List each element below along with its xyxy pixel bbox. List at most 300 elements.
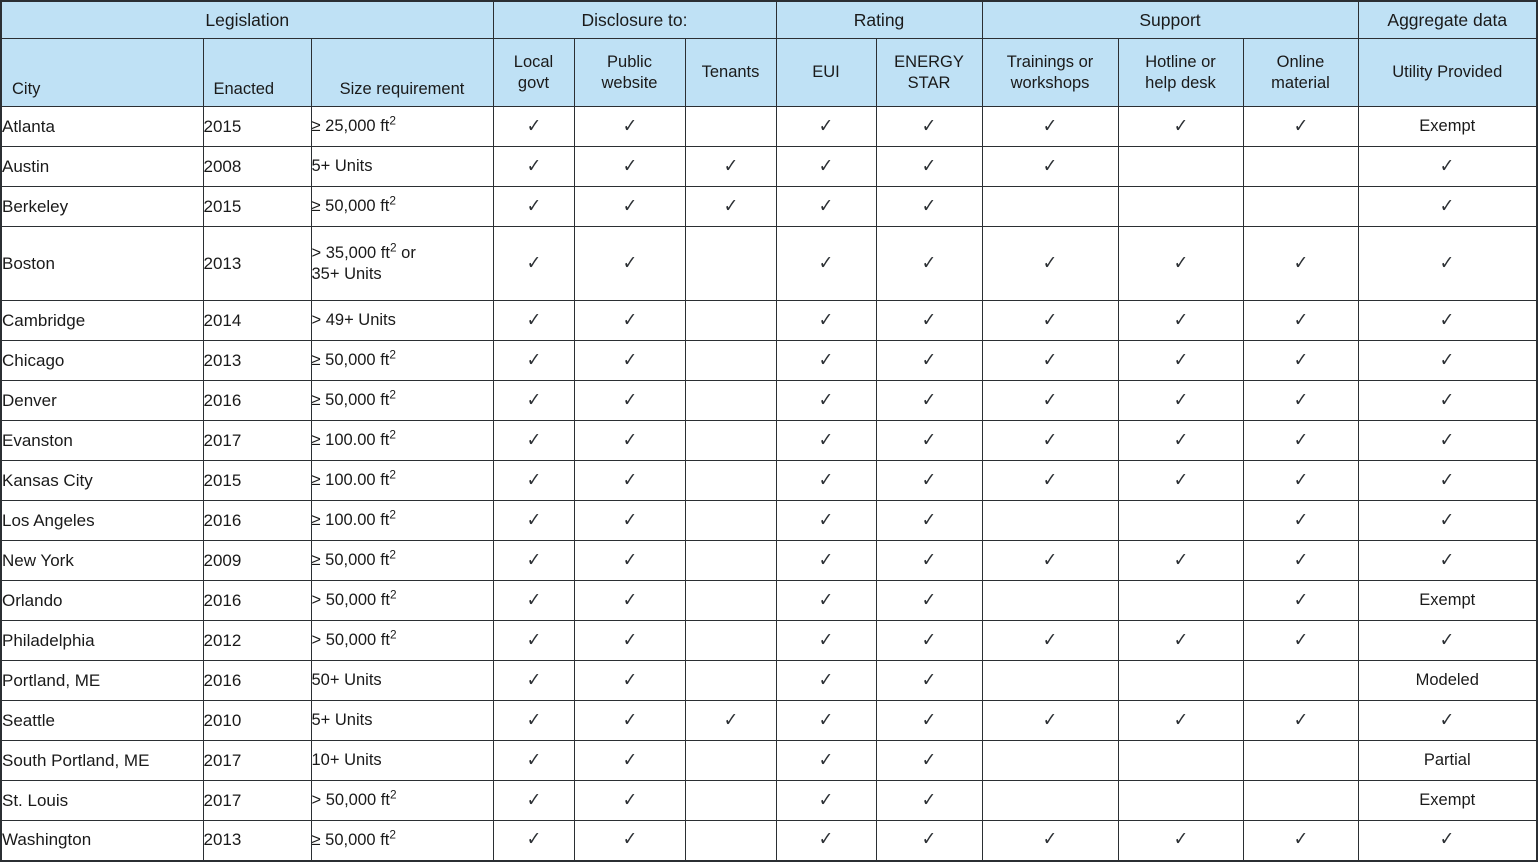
cell-enacted: 2014 <box>203 301 311 341</box>
cell-tenants <box>685 301 776 341</box>
cell-size-requirement <box>311 301 493 341</box>
table-row <box>1 421 1537 461</box>
cell-energy-star <box>876 147 982 187</box>
check-icon: ✓ <box>526 388 541 411</box>
cell-hotline <box>1118 187 1243 227</box>
cell-energy-star <box>876 581 982 621</box>
size-requirement-line-1 <box>311 467 396 490</box>
empty-cell <box>730 764 731 765</box>
table-row <box>1 541 1537 581</box>
cell-tenants <box>685 581 776 621</box>
cell-city: St. Louis <box>1 781 203 821</box>
empty-cell <box>730 604 731 605</box>
cell-public-website <box>574 341 685 381</box>
check-icon: ✓ <box>622 828 637 851</box>
check-icon: ✓ <box>526 154 541 177</box>
table-row <box>1 701 1537 741</box>
check-icon: ✓ <box>818 828 834 851</box>
cell-online <box>1243 741 1358 781</box>
empty-cell <box>730 644 731 645</box>
cell-energy-star <box>876 781 982 821</box>
table-row <box>1 581 1537 621</box>
cell-public-website <box>574 461 685 501</box>
cell-tenants <box>685 661 776 701</box>
check-icon: ✓ <box>1042 708 1058 731</box>
size-requirement-line-1 <box>311 827 396 849</box>
cell-eui <box>776 621 876 661</box>
cell-enacted: 2013 <box>203 227 311 301</box>
check-icon: ✓ <box>818 508 834 531</box>
cell-city: Atlanta <box>1 107 203 147</box>
table-row <box>1 501 1537 541</box>
cell-local-govt <box>493 621 574 661</box>
empty-cell <box>1050 804 1051 805</box>
cell-hotline <box>1118 621 1243 661</box>
cell-energy-star <box>876 187 982 227</box>
cell-trainings <box>982 461 1118 501</box>
size-requirement-line-1 <box>311 627 397 650</box>
cell-size-requirement <box>311 107 493 147</box>
column-group-aggregate-data: Aggregate data <box>1358 1 1537 39</box>
check-icon: ✓ <box>818 628 834 651</box>
table-body <box>1 107 1537 861</box>
cell-hotline <box>1118 781 1243 821</box>
check-icon: ✓ <box>622 154 637 177</box>
size-requirement-text: ≥ 50,000 ft <box>311 351 390 370</box>
cell-utility-provided <box>1358 187 1537 227</box>
check-icon: ✓ <box>526 588 541 611</box>
cell-tenants <box>685 701 776 741</box>
check-icon: ✓ <box>1439 388 1455 411</box>
empty-cell <box>1180 804 1181 805</box>
check-icon: ✓ <box>526 468 541 491</box>
cell-eui <box>776 301 876 341</box>
check-icon: ✓ <box>526 548 541 571</box>
cell-eui <box>776 147 876 187</box>
empty-cell <box>1300 804 1301 805</box>
cell-public-website <box>574 501 685 541</box>
size-requirement-text: ≥ 50,000 ft <box>311 391 390 410</box>
check-icon: ✓ <box>1173 708 1188 731</box>
cell-local-govt <box>493 821 574 861</box>
cell-city: Berkeley <box>1 187 203 227</box>
cell-local-govt <box>493 341 574 381</box>
column-header-tenants <box>685 39 776 107</box>
cell-utility-provided <box>1358 501 1537 541</box>
size-requirement-line-1 <box>311 507 396 530</box>
cell-tenants <box>685 621 776 661</box>
table-row <box>1 741 1537 781</box>
check-icon: ✓ <box>526 251 541 274</box>
empty-cell <box>1050 684 1051 685</box>
column-header-trainings <box>982 39 1118 107</box>
size-requirement-line-1 <box>312 157 373 175</box>
cell-energy-star <box>876 701 982 741</box>
size-requirement-line-1 <box>311 193 396 216</box>
cell-trainings <box>982 741 1118 781</box>
cell-tenants <box>685 341 776 381</box>
cell-city: Orlando <box>1 581 203 621</box>
table-row <box>1 147 1537 187</box>
check-icon: ✓ <box>1439 308 1455 331</box>
check-icon: ✓ <box>1293 588 1308 611</box>
check-icon: ✓ <box>622 748 637 771</box>
empty-cell <box>730 684 731 685</box>
check-icon: ✓ <box>622 628 637 651</box>
cell-utility-provided <box>1358 661 1537 701</box>
size-requirement-line-1 <box>311 347 396 370</box>
cell-public-website <box>574 147 685 187</box>
cell-hotline <box>1118 461 1243 501</box>
cell-local-govt <box>493 227 574 301</box>
cell-trainings <box>982 541 1118 581</box>
cell-public-website <box>574 701 685 741</box>
empty-cell <box>1300 170 1301 171</box>
cell-size-requirement <box>311 701 493 741</box>
cell-enacted: 2017 <box>203 741 311 781</box>
check-icon: ✓ <box>1293 628 1308 651</box>
cell-size-requirement <box>311 341 493 381</box>
check-icon: ✓ <box>1042 548 1058 571</box>
cell-local-govt <box>493 147 574 187</box>
check-icon: ✓ <box>622 708 637 731</box>
cell-enacted: 2010 <box>203 701 311 741</box>
column-header-public-website <box>574 39 685 107</box>
cell-tenants <box>685 227 776 301</box>
empty-cell <box>1050 604 1051 605</box>
cell-eui <box>776 581 876 621</box>
cell-local-govt <box>493 581 574 621</box>
cell-public-website <box>574 381 685 421</box>
cell-hotline <box>1118 227 1243 301</box>
cell-tenants <box>685 147 776 187</box>
size-requirement-exponent: 2 <box>389 113 396 128</box>
cell-public-website <box>574 187 685 227</box>
size-requirement-line-1 <box>311 547 396 570</box>
column-header-hotline <box>1118 39 1243 107</box>
check-icon: ✓ <box>1042 114 1058 137</box>
cell-online <box>1243 821 1358 861</box>
check-icon: ✓ <box>1173 251 1188 274</box>
cell-utility-provided <box>1358 741 1537 781</box>
cell-hotline <box>1118 107 1243 147</box>
cell-online <box>1243 341 1358 381</box>
cell-trainings <box>982 621 1118 661</box>
size-requirement-exponent: 2 <box>389 547 396 562</box>
check-icon: ✓ <box>1293 251 1308 274</box>
cell-online <box>1243 661 1358 701</box>
cell-utility-provided <box>1358 621 1537 661</box>
cell-trainings <box>982 227 1118 301</box>
check-icon: ✓ <box>1293 428 1308 451</box>
cell-city: Cambridge <box>1 301 203 341</box>
check-icon: ✓ <box>1293 348 1308 371</box>
cell-enacted: 2016 <box>203 581 311 621</box>
cell-enacted: 2012 <box>203 621 311 661</box>
size-requirement-text: ≥ 100.00 ft <box>311 431 390 450</box>
cell-enacted: 2013 <box>203 821 311 861</box>
size-requirement-line-1 <box>311 587 397 610</box>
cell-online <box>1243 301 1358 341</box>
cell-trainings <box>982 821 1118 861</box>
cell-public-website <box>574 781 685 821</box>
check-icon: ✓ <box>1173 628 1188 651</box>
check-icon: ✓ <box>622 114 637 137</box>
cell-energy-star <box>876 541 982 581</box>
cell-utility-provided <box>1358 107 1537 147</box>
cell-size-requirement <box>311 541 493 581</box>
cell-local-govt <box>493 381 574 421</box>
table-row <box>1 621 1537 661</box>
size-requirement-text: ≥ 50,000 ft <box>311 197 390 216</box>
column-header-size: Size requirement <box>311 39 493 107</box>
empty-cell <box>730 524 731 525</box>
check-icon: ✓ <box>1173 308 1188 331</box>
empty-cell <box>730 804 731 805</box>
cell-tenants <box>685 107 776 147</box>
check-icon: ✓ <box>1042 308 1058 331</box>
cell-energy-star <box>876 421 982 461</box>
table-row <box>1 301 1537 341</box>
cell-energy-star <box>876 621 982 661</box>
check-icon: ✓ <box>921 154 937 177</box>
size-requirement-text: > 50,000 ft <box>311 631 390 650</box>
check-icon: ✓ <box>1042 251 1058 274</box>
check-icon: ✓ <box>1439 194 1455 217</box>
cell-energy-star <box>876 661 982 701</box>
column-header-row <box>1 39 1537 107</box>
cell-hotline <box>1118 301 1243 341</box>
cell-utility-provided <box>1358 821 1537 861</box>
cell-enacted: 2009 <box>203 541 311 581</box>
cell-local-govt <box>493 187 574 227</box>
cell-trainings <box>982 107 1118 147</box>
cell-online <box>1243 701 1358 741</box>
size-requirement-line-1 <box>312 751 382 769</box>
cell-online <box>1243 501 1358 541</box>
cell-tenants <box>685 187 776 227</box>
check-icon: ✓ <box>1439 348 1455 371</box>
table-row <box>1 227 1537 301</box>
column-group-rating: Rating <box>776 1 982 39</box>
size-requirement-text: > 35,000 ft <box>311 243 390 262</box>
check-icon: ✓ <box>526 194 541 217</box>
check-icon: ✓ <box>723 194 738 217</box>
check-icon: ✓ <box>1439 154 1455 177</box>
check-icon: ✓ <box>1042 348 1058 371</box>
size-requirement-exponent: 2 <box>389 427 396 442</box>
cell-hotline <box>1118 741 1243 781</box>
cell-local-govt <box>493 301 574 341</box>
check-icon: ✓ <box>1293 468 1308 491</box>
cell-enacted: 2017 <box>203 781 311 821</box>
cell-online <box>1243 541 1358 581</box>
check-icon: ✓ <box>921 788 937 811</box>
cell-online <box>1243 581 1358 621</box>
cell-energy-star <box>876 821 982 861</box>
check-icon: ✓ <box>526 748 541 771</box>
cell-local-govt <box>493 781 574 821</box>
check-icon: ✓ <box>921 668 937 691</box>
empty-cell <box>1050 210 1051 211</box>
size-requirement-text: > 50,000 ft <box>311 591 390 610</box>
cell-hotline <box>1118 421 1243 461</box>
cell-energy-star <box>876 461 982 501</box>
size-requirement-text: ≥ 50,000 ft <box>311 551 390 570</box>
empty-cell <box>730 843 731 844</box>
cell-public-website <box>574 741 685 781</box>
cell-enacted: 2008 <box>203 147 311 187</box>
check-icon: ✓ <box>921 308 937 331</box>
table-row <box>1 461 1537 501</box>
empty-cell <box>1300 764 1301 765</box>
cell-tenants <box>685 821 776 861</box>
column-header-line-2: material <box>1271 73 1330 92</box>
column-header-local-govt <box>493 39 574 107</box>
cell-size-requirement <box>311 147 493 187</box>
utility-provided-status: Partial <box>1423 751 1471 769</box>
empty-cell <box>1180 604 1181 605</box>
cell-trainings <box>982 341 1118 381</box>
size-requirement-line-1 <box>311 427 396 450</box>
size-requirement-text: 5+ Units <box>311 711 373 730</box>
check-icon: ✓ <box>921 508 937 531</box>
cell-public-website <box>574 661 685 701</box>
check-icon: ✓ <box>818 708 834 731</box>
cell-eui <box>776 701 876 741</box>
cell-trainings <box>982 701 1118 741</box>
check-icon: ✓ <box>1439 428 1455 451</box>
cell-public-website <box>574 541 685 581</box>
cell-hotline <box>1118 581 1243 621</box>
check-icon: ✓ <box>921 628 937 651</box>
empty-cell <box>730 324 731 325</box>
check-icon: ✓ <box>818 251 834 274</box>
cell-eui <box>776 661 876 701</box>
cell-eui <box>776 227 876 301</box>
cell-tenants <box>685 541 776 581</box>
check-icon: ✓ <box>526 708 541 731</box>
cell-city: New York <box>1 541 203 581</box>
check-icon: ✓ <box>622 388 637 411</box>
size-requirement-exponent: 2 <box>389 193 396 208</box>
check-icon: ✓ <box>818 588 834 611</box>
cell-tenants <box>685 741 776 781</box>
size-requirement-line-2: 35+ Units <box>311 264 382 283</box>
check-icon: ✓ <box>1042 828 1058 851</box>
empty-cell <box>1180 170 1181 171</box>
column-group-legislation: Legislation <box>1 1 493 39</box>
cell-tenants <box>685 381 776 421</box>
cell-tenants <box>685 461 776 501</box>
empty-cell <box>1180 210 1181 211</box>
check-icon: ✓ <box>1042 154 1058 177</box>
cell-utility-provided <box>1358 341 1537 381</box>
check-icon: ✓ <box>526 114 541 137</box>
check-icon: ✓ <box>818 308 834 331</box>
column-header-city: City <box>1 39 203 107</box>
cell-hotline <box>1118 341 1243 381</box>
cell-hotline <box>1118 821 1243 861</box>
cell-city: Portland, ME <box>1 661 203 701</box>
empty-cell <box>1180 524 1181 525</box>
cell-city: Seattle <box>1 701 203 741</box>
check-icon: ✓ <box>1173 388 1188 411</box>
cell-enacted: 2016 <box>203 661 311 701</box>
column-header-online <box>1243 39 1358 107</box>
column-header-line-1: Public <box>607 53 652 72</box>
column-header-line-1: Online <box>1276 53 1325 72</box>
cell-size-requirement <box>311 381 493 421</box>
check-icon: ✓ <box>526 308 541 331</box>
cell-utility-provided <box>1358 381 1537 421</box>
cell-city: Los Angeles <box>1 501 203 541</box>
check-icon: ✓ <box>526 628 541 651</box>
check-icon: ✓ <box>818 194 834 217</box>
cell-public-website <box>574 301 685 341</box>
size-requirement-text: 50+ Units <box>311 671 382 690</box>
column-header-line-2: Utility Provided <box>1392 63 1503 82</box>
size-requirement-exponent: 2 <box>389 627 397 642</box>
column-header-energy-star <box>876 39 982 107</box>
size-requirement-text: 5+ Units <box>311 157 373 176</box>
cell-public-website <box>574 107 685 147</box>
cell-eui <box>776 541 876 581</box>
size-requirement-text: ≥ 25,000 ft <box>311 117 390 136</box>
size-requirement-exponent: 2 <box>389 347 396 362</box>
cell-public-website <box>574 821 685 861</box>
cell-local-govt <box>493 421 574 461</box>
check-icon: ✓ <box>818 788 834 811</box>
table-row <box>1 341 1537 381</box>
cell-enacted: 2016 <box>203 381 311 421</box>
check-icon: ✓ <box>818 348 834 371</box>
check-icon: ✓ <box>818 154 834 177</box>
cell-enacted: 2015 <box>203 461 311 501</box>
cell-online <box>1243 421 1358 461</box>
size-requirement-text: ≥ 50,000 ft <box>311 830 390 849</box>
cell-trainings <box>982 421 1118 461</box>
cell-utility-provided <box>1358 461 1537 501</box>
size-requirement-line-1 <box>312 711 373 729</box>
check-icon: ✓ <box>1293 708 1308 731</box>
table-row <box>1 107 1537 147</box>
size-requirement-line-1 <box>311 387 396 410</box>
column-header-line-2: STAR <box>907 73 951 92</box>
empty-cell <box>730 130 731 131</box>
size-requirement-text: 10+ Units <box>311 751 382 770</box>
check-icon: ✓ <box>622 348 637 371</box>
check-icon: ✓ <box>921 388 937 411</box>
cell-local-govt <box>493 701 574 741</box>
column-group-support: Support <box>982 1 1358 39</box>
cell-public-website <box>574 421 685 461</box>
cell-enacted: 2016 <box>203 501 311 541</box>
cell-hotline <box>1118 501 1243 541</box>
cell-city: Denver <box>1 381 203 421</box>
check-icon: ✓ <box>526 668 541 691</box>
cell-city: Kansas City <box>1 461 203 501</box>
cell-size-requirement <box>311 501 493 541</box>
cell-size-requirement <box>311 781 493 821</box>
check-icon: ✓ <box>526 428 541 451</box>
cell-enacted: 2017 <box>203 421 311 461</box>
cell-eui <box>776 461 876 501</box>
cell-size-requirement <box>311 821 493 861</box>
check-icon: ✓ <box>818 668 834 691</box>
cell-enacted: 2015 <box>203 187 311 227</box>
cell-size-requirement <box>311 661 493 701</box>
